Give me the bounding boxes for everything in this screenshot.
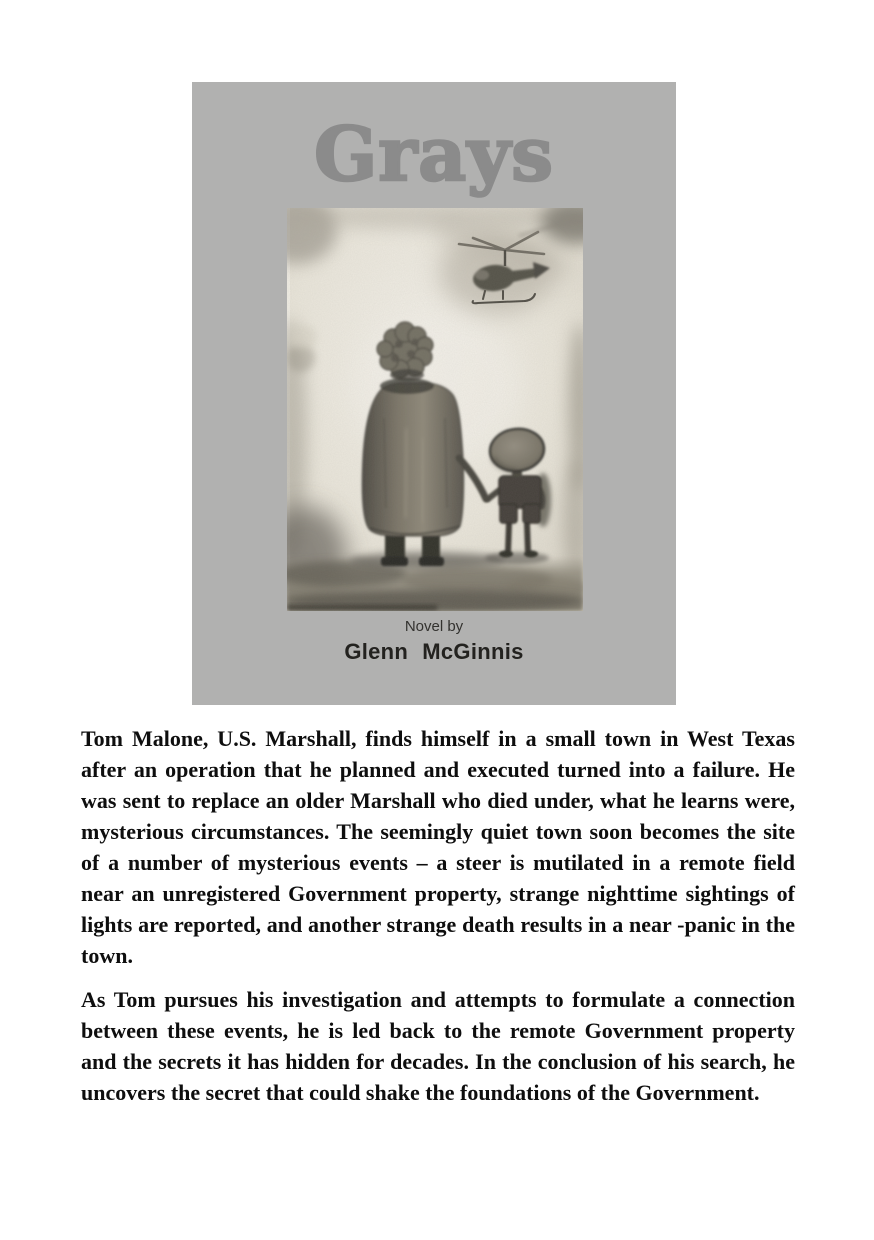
- synopsis: [81, 723, 795, 1108]
- paper-grain: [287, 208, 583, 611]
- author-name: Glenn McGinnis: [344, 639, 524, 664]
- synopsis-paragraph-1: Tom Malone, U.S. Marshall, finds himself in a small town in West Texas after an operation that he planned and executed turned into a failure. He was sent to replace an older Marshall who died under, what he learns were, mysterious circumstances. The seemingly quiet town soon becomes the site of a number of mysterious events – a steer is mutilated in a remote field near an unregistered Government property, strange nighttime sightings of lights are reported, and another strange death results in a near -panic in the town.: [81, 726, 795, 968]
- cover-illustration: [287, 208, 583, 611]
- book-title: Grays: [314, 112, 554, 198]
- charcoal-drawing: [287, 208, 583, 611]
- novel-by-label: Novel by: [404, 618, 464, 635]
- synopsis-paragraph-2: As Tom pursues his investigation and attempts to formulate a connection between these events, he is led back to the remote Government property and the secrets it has hidden for decades. In the conclusion of his search, he uncovers the secret that could shake the foundations of the Government.: [81, 987, 795, 1105]
- book-cover: [192, 82, 676, 705]
